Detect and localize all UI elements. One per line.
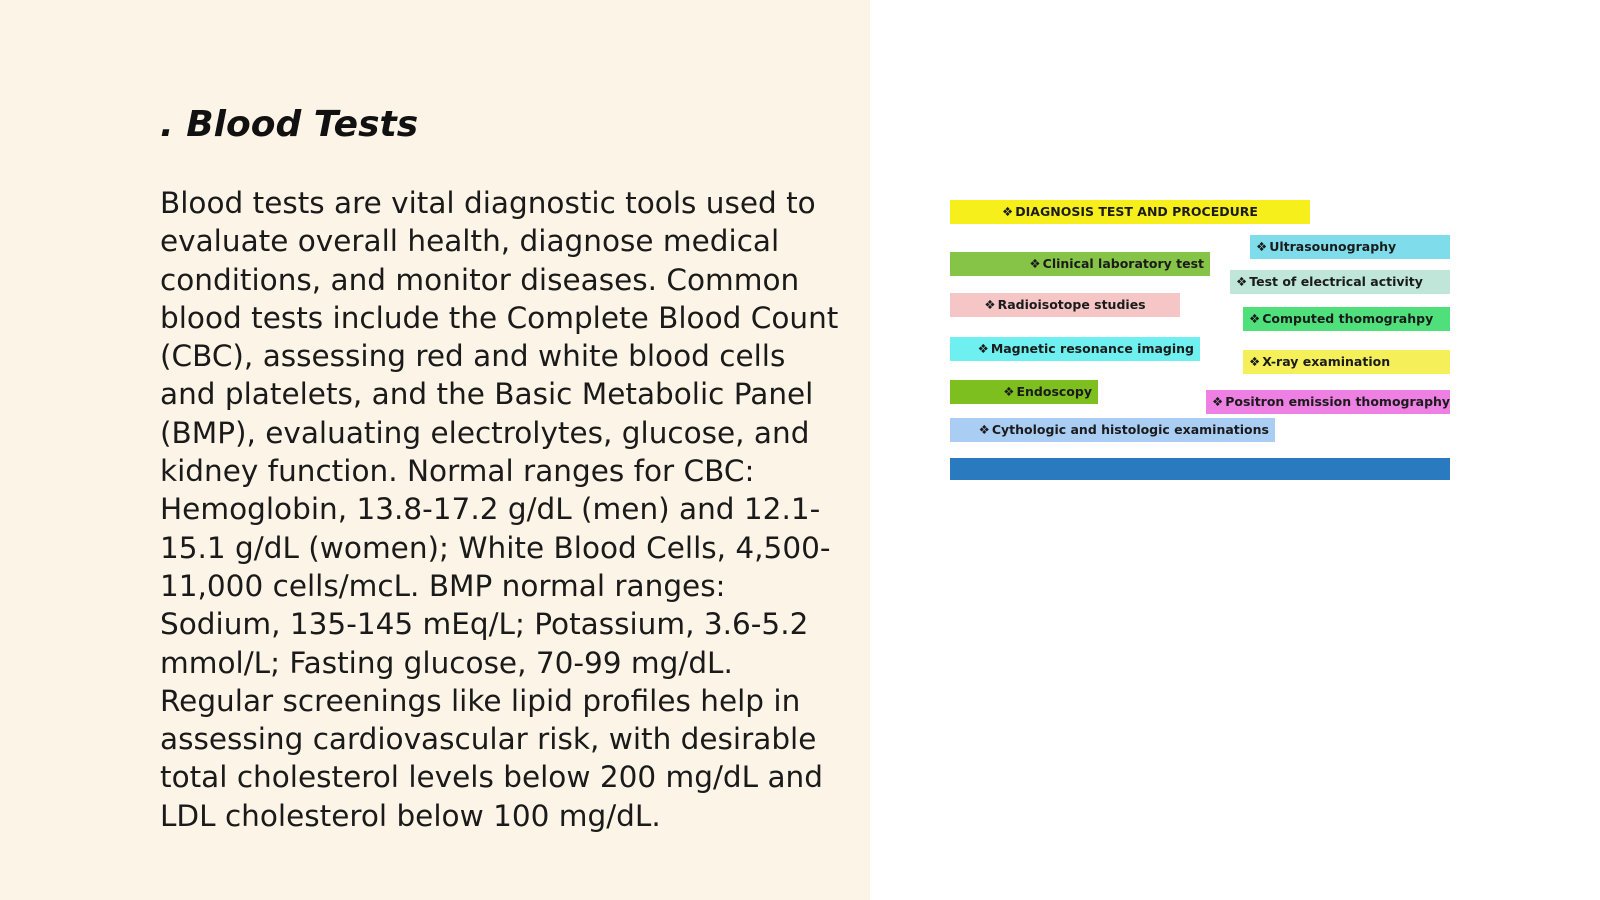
tag-cythologic-histologic-examinations (950, 418, 1275, 442)
tag-x-ray-examination (1243, 350, 1450, 374)
tag-label: Radioisotope studies (997, 297, 1146, 312)
diamond-bullet-icon: ❖ (984, 297, 996, 312)
tag-label: Ultrasounography (1269, 239, 1397, 254)
tag-label: X-ray examination (1262, 354, 1391, 369)
slide-title: . Blood Tests (160, 104, 419, 145)
diamond-bullet-icon: ❖ (1249, 354, 1261, 369)
tag-label: Cythologic and histologic examinations (991, 422, 1269, 437)
tag-radioisotope-studies (950, 293, 1180, 317)
figure-footer-bar (950, 458, 1450, 480)
diamond-bullet-icon: ❖ (977, 341, 989, 356)
tag-label: DIAGNOSIS TEST AND PROCEDURE (1015, 204, 1258, 219)
tag-ultrasounography (1250, 235, 1450, 259)
diamond-bullet-icon: ❖ (1003, 384, 1015, 399)
tag-label: Clinical laboratory test (1042, 256, 1204, 271)
tag-clinical-laboratory-test (950, 252, 1210, 276)
tag-magnetic-resonance-imaging (950, 337, 1200, 361)
slide-body-text: Blood tests are vital diagnostic tools used to evaluate overall health, diagnose medical conditions, and monitor diseases. Common blood tests include the Complete Blood Count (CBC), assessing red and white blood cells and platelets, and the Basic Metabolic Panel (BMP), evaluating electrolytes, glucose, and kidney function. Normal ranges for CBC: Hemoglobin, 13.8-17.2 g/dL (men) and 12.1-15.1 g/dL (women); White Blood Cells, 4,500-11,000 cells/mcL. BMP normal ranges: Sodium, 135-145 mEq/L; Potassium, 3.6-5.2 mmol/L; Fasting glucose, 70-99 mg/dL. Regular screenings like lipid profiles help in assessing cardiovascular risk, with desirable total cholesterol levels below 200 mg/dL and LDL cholesterol below 100 mg/dL. (160, 186, 839, 833)
diamond-bullet-icon: ❖ (1212, 394, 1224, 409)
diagnosis-header-tag (950, 200, 1310, 224)
tag-endoscopy (950, 380, 1098, 404)
tag-computed-thomograhpy (1243, 307, 1450, 331)
diagnosis-figure (950, 195, 1452, 485)
diamond-bullet-icon: ❖ (1029, 256, 1041, 271)
tag-test-of-electrical-activity (1230, 270, 1450, 294)
diamond-bullet-icon: ❖ (978, 422, 990, 437)
diamond-bullet-icon: ❖ (1256, 239, 1268, 254)
tag-positron-emission-thomography (1206, 390, 1450, 414)
tag-label: Positron emission thomography (1225, 394, 1450, 409)
tag-label: Test of electrical activity (1249, 274, 1423, 289)
tag-label: Endoscopy (1016, 384, 1092, 399)
diamond-bullet-icon: ❖ (1236, 274, 1248, 289)
diamond-bullet-icon: ❖ (1002, 204, 1014, 219)
tag-label: Magnetic resonance imaging (990, 341, 1194, 356)
tag-label: Computed thomograhpy (1262, 311, 1434, 326)
diamond-bullet-icon: ❖ (1249, 311, 1261, 326)
